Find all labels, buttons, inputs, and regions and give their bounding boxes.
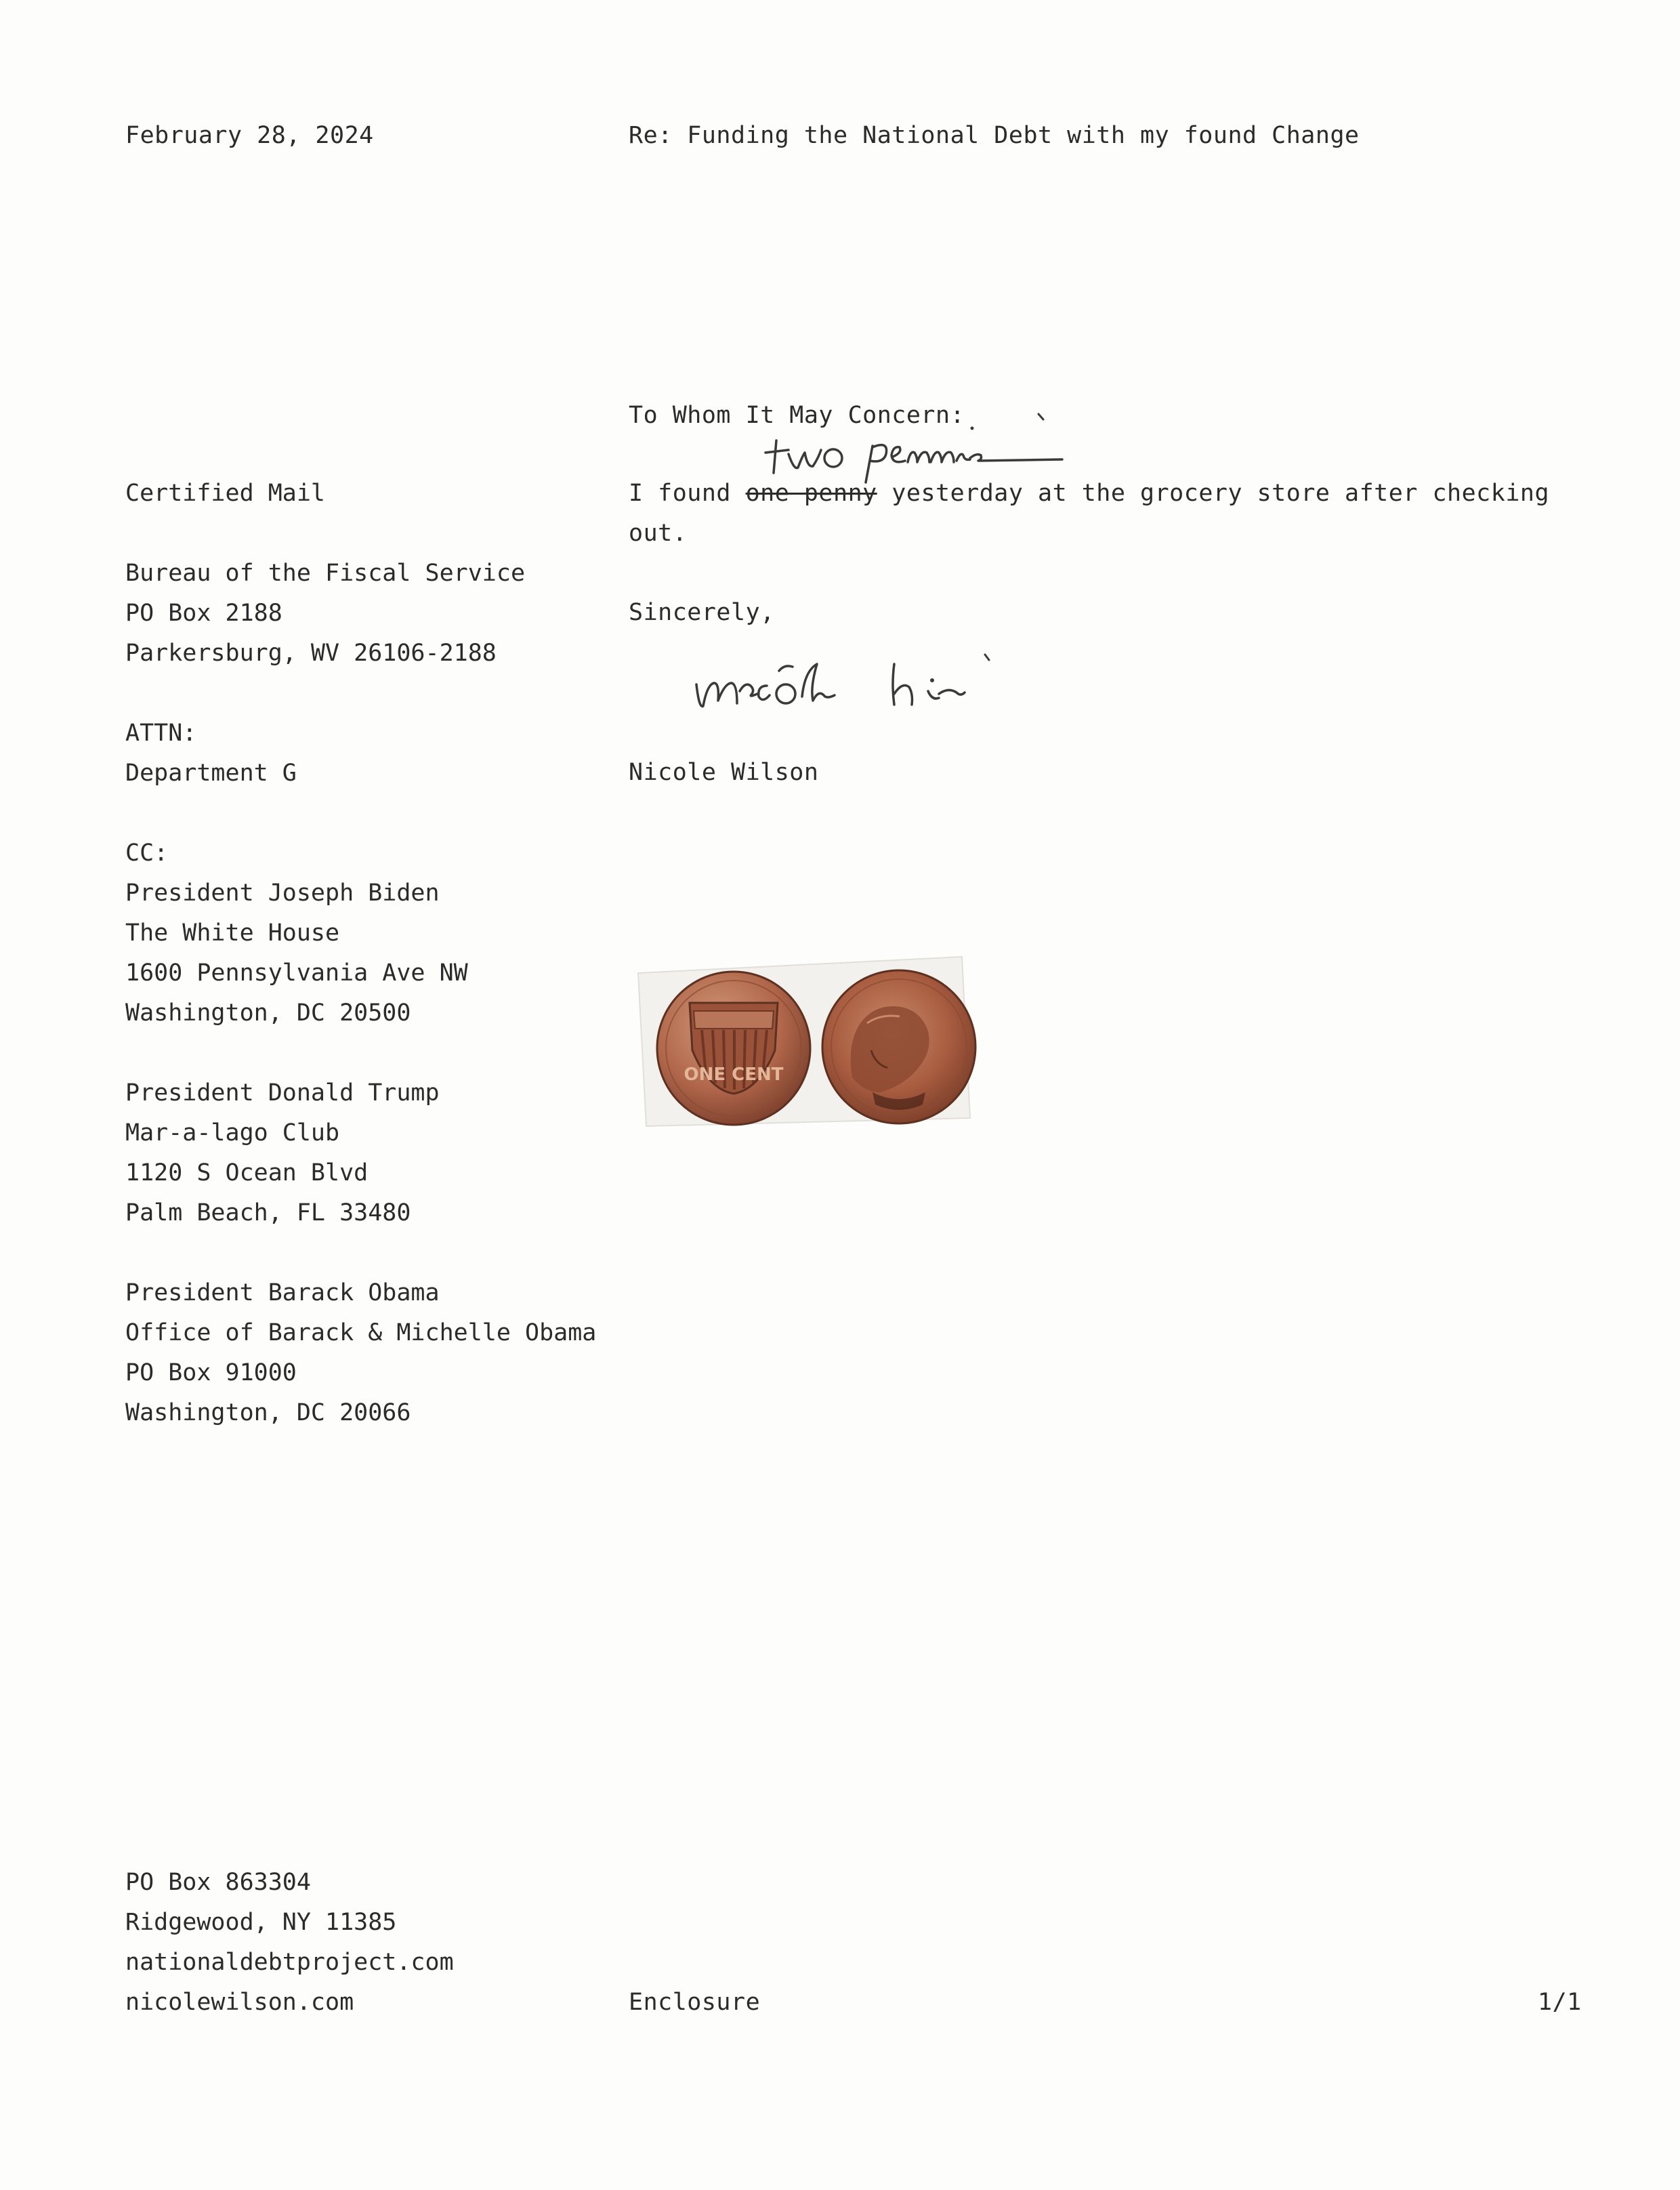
cc-obama-street: PO Box 91000 — [125, 1359, 297, 1386]
page-number: 1/1 — [1538, 1989, 1582, 2016]
body-line-1 — [629, 474, 1549, 514]
footer-po-box: PO Box 863304 — [125, 1869, 311, 1896]
address-column — [125, 474, 596, 1433]
enclosure-label: Enclosure — [629, 1989, 761, 2016]
footer-website-1: nationaldebtproject.com — [125, 1949, 454, 1976]
cc-biden-street: 1600 Pennsylvania Ave NW — [125, 959, 468, 987]
body-line-2: out. — [629, 520, 688, 547]
cc-trump-city: Palm Beach, FL 33480 — [125, 1199, 411, 1226]
struck-text: one penny — [745, 480, 877, 507]
recipient-city: Parkersburg, WV 26106-2188 — [125, 640, 497, 667]
penny-back — [657, 972, 810, 1125]
recipient-name: Bureau of the Fiscal Service — [125, 560, 526, 587]
cc-obama-org: Office of Barack & Michelle Obama — [125, 1319, 597, 1346]
body-suffix: yesterday at the grocery store after checking — [877, 480, 1550, 507]
mail-type: Certified Mail — [125, 480, 326, 507]
penny-front — [822, 970, 975, 1123]
cc-biden-city: Washington, DC 20500 — [125, 999, 411, 1027]
footer-website-2: nicolewilson.com — [125, 1989, 354, 2016]
cc-obama-name: President Barack Obama — [125, 1279, 440, 1306]
handwritten-signature — [691, 644, 1043, 718]
attn-label: ATTN: — [125, 720, 197, 747]
cc-obama-city: Washington, DC 20066 — [125, 1399, 411, 1426]
letter-date: February 28, 2024 — [125, 122, 374, 149]
body-prefix: I found — [629, 480, 746, 507]
cc-biden-name: President Joseph Biden — [125, 880, 440, 907]
letter-subject: Re: Funding the National Debt with my found Change — [629, 122, 1360, 149]
cc-biden-org: The White House — [125, 920, 340, 947]
cc-trump-name: President Donald Trump — [125, 1079, 440, 1107]
enclosed-coins — [637, 949, 1003, 1145]
attn-value: Department G — [125, 760, 297, 787]
footer-address — [125, 1863, 454, 2023]
recipient-address: PO Box 2188 — [125, 600, 282, 627]
signer-name: Nicole Wilson — [629, 759, 819, 786]
ink-speck — [1036, 412, 1046, 421]
footer-city: Ridgewood, NY 11385 — [125, 1909, 397, 1936]
closing: Sincerely, — [629, 599, 775, 626]
cc-trump-org: Mar-a-lago Club — [125, 1119, 340, 1146]
coin-denomination: ONE CENT — [684, 1065, 784, 1085]
salutation: To Whom It May Concern: — [629, 402, 965, 429]
cc-label: CC: — [125, 840, 169, 867]
cc-trump-street: 1120 S Ocean Blvd — [125, 1159, 369, 1186]
